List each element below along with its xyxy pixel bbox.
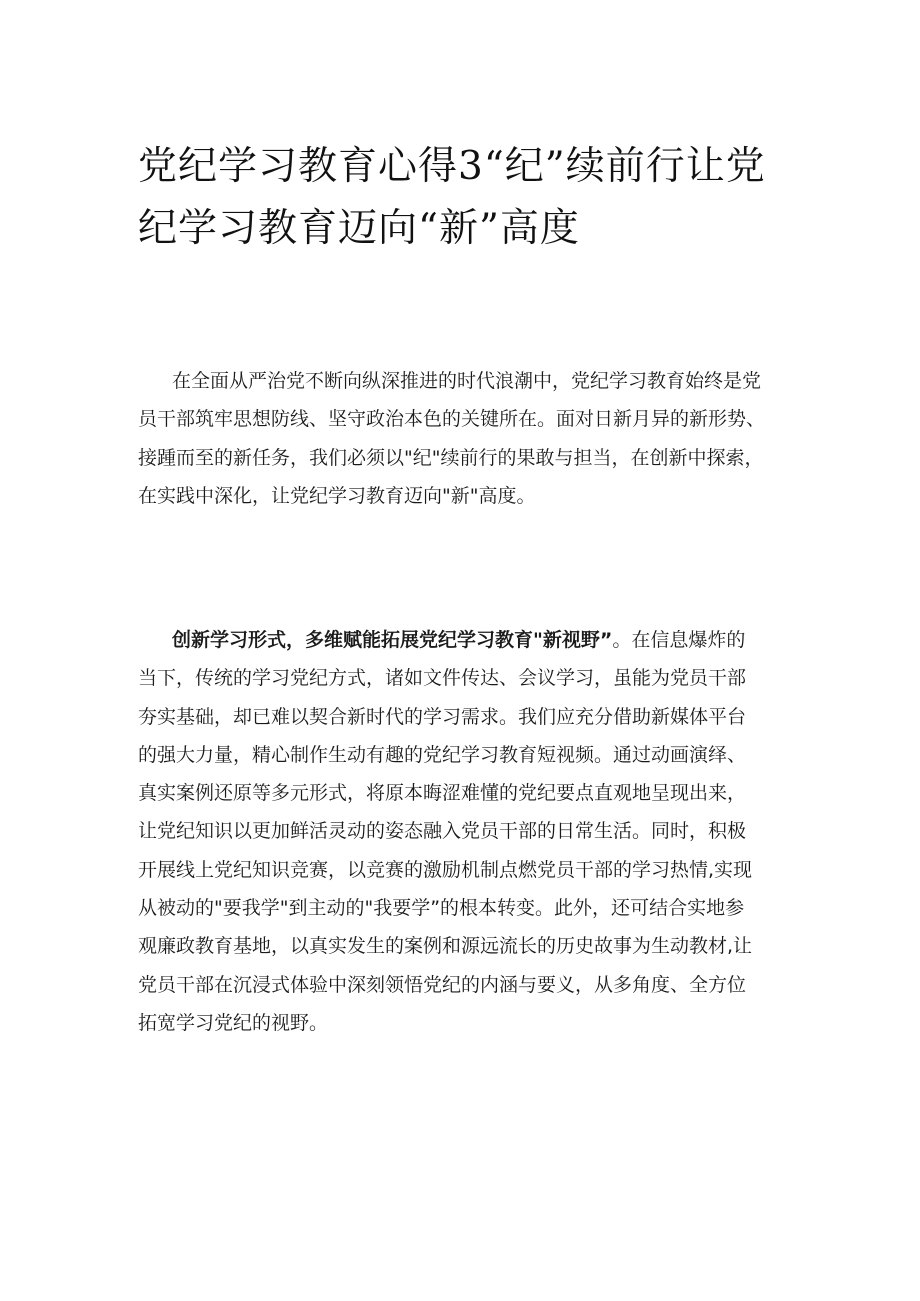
text-line: 接踵而至的新任务，我们必须以"纪"续前行的果敢与担当，在创新中探索， <box>138 446 764 469</box>
text-line-first <box>138 621 798 659</box>
text-line: 观廉政教育基地，以真实发生的案例和源远流长的历史故事为生动教材,让 <box>138 935 753 958</box>
paragraph-heading: 创新学习形式，多维赋能拓展党纪学习教育"新视野” <box>172 629 613 651</box>
text-line: 员干部筑牢思想防线、坚守政治本色的关键所在。面对日新月异的新形势、 <box>138 408 766 431</box>
text-line: 开展线上党纪知识竞赛，以竞赛的激励机制点燃党员干部的学习热情,实现 <box>138 858 753 881</box>
text-line: 让党纪知识以更加鲜活灵动的姿态融入党员干部的日常生活。同时，积极 <box>138 820 747 843</box>
text-line: 在全面从严治党不断向纵深推进的时代浪潮中，党纪学习教育始终是党 <box>172 370 762 392</box>
text-fragment: 。在信息爆炸的 <box>612 629 746 651</box>
text-line: 在实践中深化，让党纪学习教育迈向"新"高度。 <box>138 484 536 507</box>
title-line: 党纪学习教育心得3“纪”续前行让党 <box>138 144 766 189</box>
text-line: 当下，传统的学习党纪方式，诸如文件传达、会议学习，虽能为党员干部 <box>138 667 747 690</box>
text-line: 拓宽学习党纪的视野。 <box>138 1011 329 1034</box>
text-line: 真实案例还原等多元形式，将原本晦涩难懂的党纪要点直观地呈现出来， <box>138 782 747 805</box>
text-line: 的强大力量，精心制作生动有趣的党纪学习教育短视频。通过动画演绎、 <box>138 743 747 766</box>
text-line: 从被动的"要我学"到主动的"我要学”的根本转变。此外，还可结合实地参 <box>138 897 745 920</box>
text-line: 党员干部在沉浸式体验中深刻领悟党纪的内涵与要义，从多角度、全方位 <box>138 973 747 996</box>
paragraph-intro <box>138 362 798 515</box>
paragraph-innovation <box>138 621 798 1042</box>
title-line: 纪学习教育迈向“新”高度 <box>138 206 580 251</box>
text-line: 夯实基础，却已难以契合新时代的学习需求。我们应充分借助新媒体平台 <box>138 705 747 728</box>
document-title <box>138 136 798 260</box>
